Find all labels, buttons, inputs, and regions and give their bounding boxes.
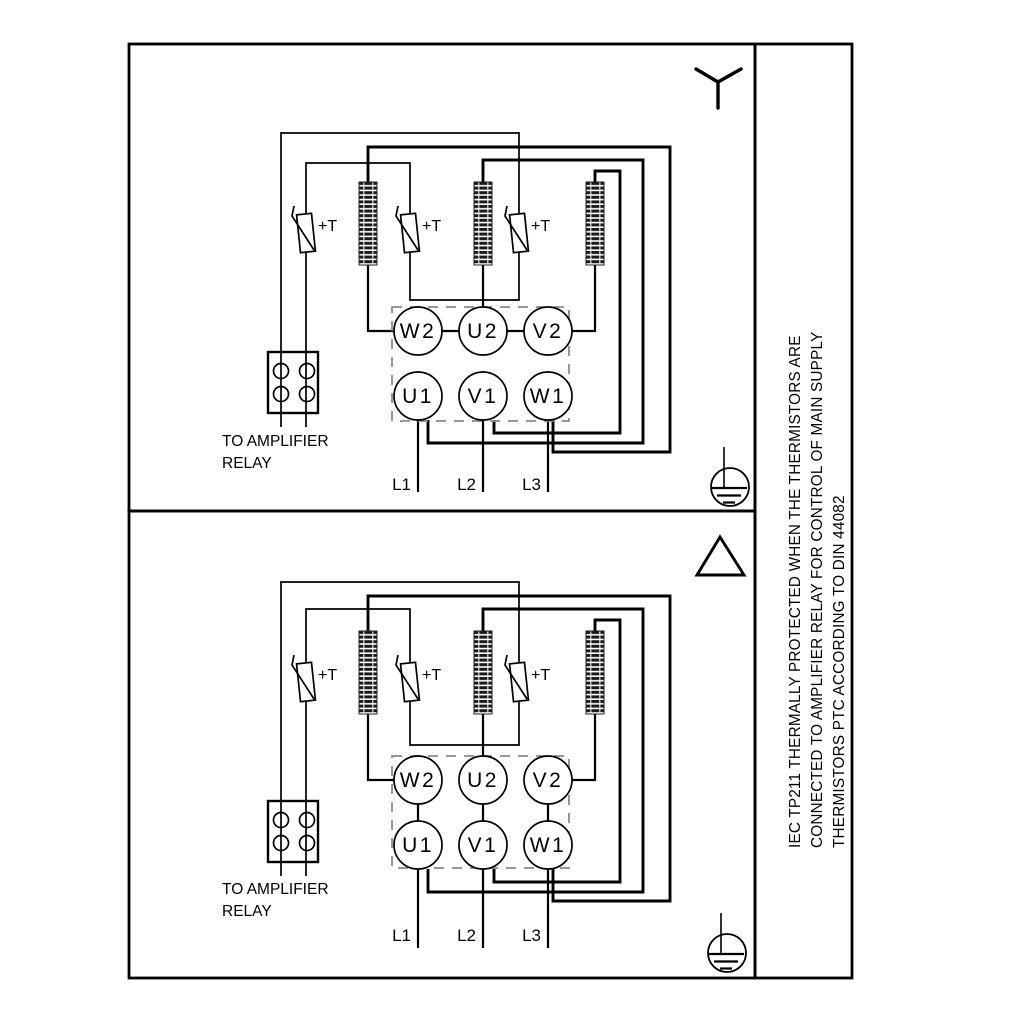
side-note <box>787 332 848 848</box>
thermistor-icon <box>396 206 419 253</box>
earth-ground-icon <box>708 913 746 972</box>
earth-ground-icon <box>711 447 749 506</box>
amplifier-relay-terminal-block <box>268 801 318 862</box>
terminal-label: V2 <box>532 769 564 792</box>
motor-winding-coil <box>474 182 492 265</box>
supply-label-l1: L1 <box>392 926 411 945</box>
motor-winding-coil <box>359 631 377 714</box>
motor-winding-coil <box>586 631 604 714</box>
motor-winding-coil <box>359 182 377 265</box>
terminal-label: W1 <box>529 834 567 857</box>
terminal-label: V1 <box>467 385 499 408</box>
amplifier-relay-terminal-block <box>268 352 318 413</box>
relay-caption: TO AMPLIFIER <box>222 881 329 898</box>
relay-caption: RELAY <box>222 455 272 472</box>
thermistor-icon <box>292 655 315 702</box>
thermistor-label: +T <box>422 218 442 235</box>
supply-label-l1: L1 <box>392 475 411 494</box>
delta-link-wire <box>418 804 548 821</box>
supply-label-l3: L3 <box>522 475 541 494</box>
thermistor-label: +T <box>318 218 338 235</box>
thermistor-icon <box>505 655 528 702</box>
terminal-label: U1 <box>402 385 434 408</box>
terminal-label: V1 <box>467 834 499 857</box>
terminal-label: W2 <box>399 769 437 792</box>
terminal-label: W2 <box>399 320 437 343</box>
star-connection-icon <box>696 69 741 108</box>
terminal-label: V2 <box>532 320 564 343</box>
supply-label-l2: L2 <box>457 475 476 494</box>
thermistor-icon <box>292 206 315 253</box>
supply-label-l2: L2 <box>457 926 476 945</box>
side-note-line-3: THERMISTORS PTC ACCORDING TO DIN 44082 <box>831 495 848 848</box>
delta-connection-panel <box>222 537 746 972</box>
terminal-label: U2 <box>467 320 499 343</box>
terminal-label: U1 <box>402 834 434 857</box>
supply-label-l3: L3 <box>522 926 541 945</box>
relay-caption: TO AMPLIFIER <box>222 433 329 450</box>
thermistor-label: +T <box>318 667 338 684</box>
terminal-label: U2 <box>467 769 499 792</box>
delta-connection-icon <box>697 537 744 575</box>
motor-winding-coil <box>586 182 604 265</box>
terminal-label: W1 <box>529 385 567 408</box>
thermistor-icon <box>505 206 528 253</box>
thermistor-icon <box>396 655 419 702</box>
side-note-line-2: CONNECTED TO AMPLIFIER RELAY FOR CONTROL OF MAIN SUPPLY <box>809 331 826 848</box>
thermistor-label: +T <box>531 667 551 684</box>
motor-winding-coil <box>474 631 492 714</box>
star-connection-panel <box>222 69 749 506</box>
thermistor-label: +T <box>531 218 551 235</box>
relay-caption: RELAY <box>222 903 272 920</box>
thermistor-label: +T <box>422 667 442 684</box>
side-note-line-1: IEC TP211 THERMALLY PROTECTED WHEN THE THERMISTORS ARE <box>787 335 804 848</box>
